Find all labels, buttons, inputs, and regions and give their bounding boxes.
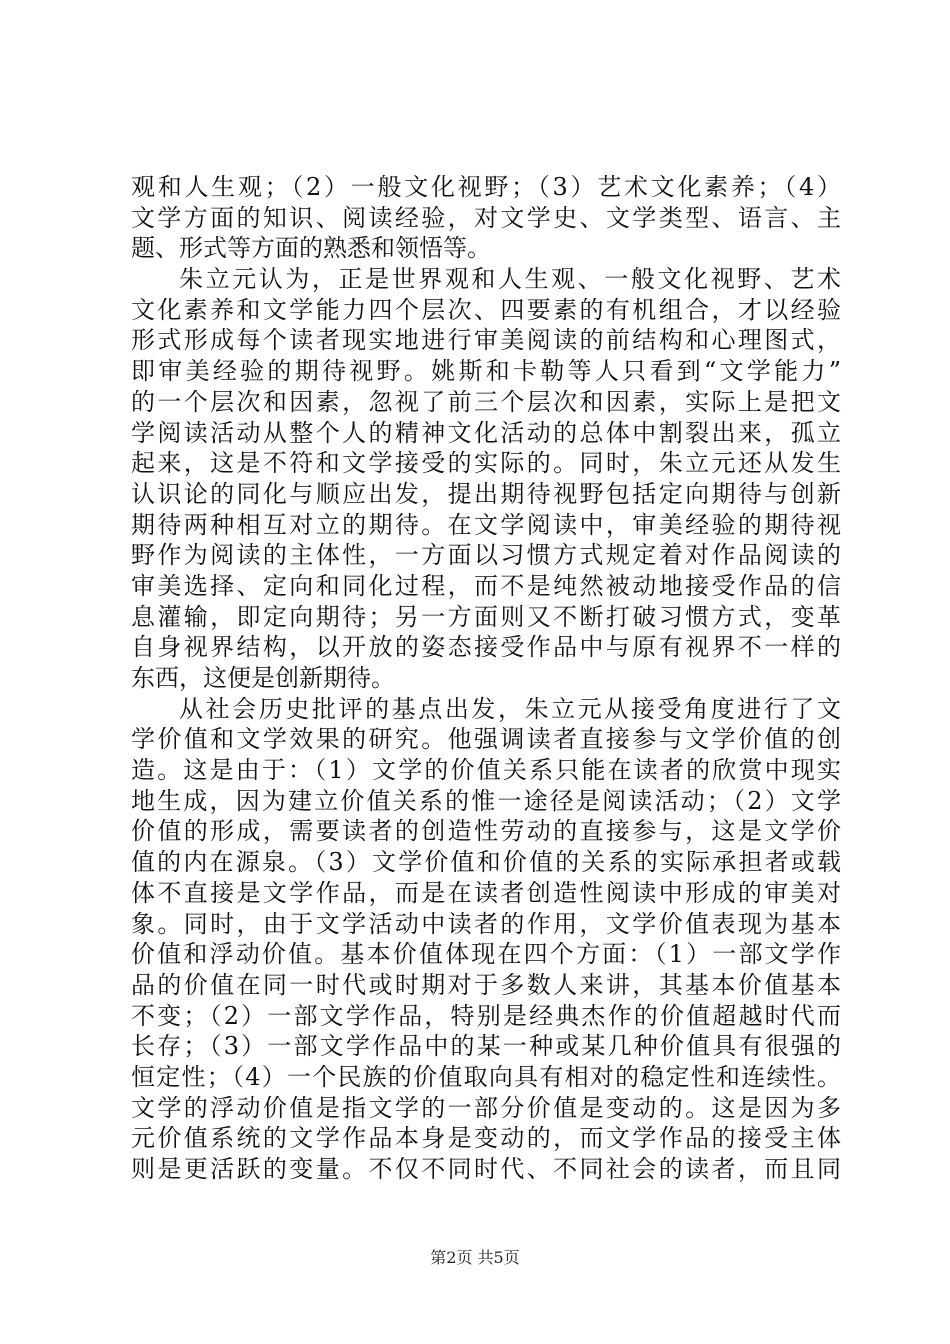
page-footer: 第2页 共5页 xyxy=(430,1248,520,1267)
paragraph-start-line: 朱立元认为，正是世界观和人生观、一般文化视野、艺术 xyxy=(179,265,841,294)
text-line: 即审美经验的期待视野。姚斯和卡勒等人只看到“文学能力” xyxy=(131,357,841,386)
body-text xyxy=(131,172,841,1185)
text-line: 价值和浮动价值。基本价值体现在四个方面：（1）一部文学作 xyxy=(131,940,841,969)
text-line: 东西，这便是创新期待。 xyxy=(131,664,395,692)
text-line: 长存；（3）一部文学作品中的某一种或某几种价值具有很强的 xyxy=(131,1032,841,1061)
text-line: 恒定性；（4）一个民族的价值取向具有相对的稳定性和连续性。 xyxy=(131,1062,841,1091)
text-line: 值的内在源泉。（3）文学价值和价值的关系的实际承担者或载 xyxy=(131,848,841,877)
text-line: 文化素养和文学能力四个层次、四要素的有机组合，才以经验 xyxy=(131,295,841,324)
text-line: 起来，这是不符和文学接受的实际的。同时，朱立元还从发生 xyxy=(131,449,841,478)
text-line: 价值的形成，需要读者的创造性劳动的直接参与，这是文学价 xyxy=(131,817,841,846)
text-line: 象。同时，由于文学活动中读者的作用，文学价值表现为基本 xyxy=(131,909,841,938)
text-line: 自身视界结构，以开放的姿态接受作品中与原有视界不一样的 xyxy=(131,633,841,662)
paragraph-start-line: 从社会历史批评的基点出发，朱立元从接受角度进行了文 xyxy=(179,694,841,723)
text-line: 地生成，因为建立价值关系的惟一途径是阅读活动；（2）文学 xyxy=(131,786,841,815)
text-line: 学阅读活动从整个人的精神文化活动的总体中割裂出来，孤立 xyxy=(131,418,841,447)
text-line: 观和人生观；（2）一般文化视野；（3）艺术文化素养；（4） xyxy=(131,173,841,201)
text-line: 元价值系统的文学作品本身是变动的，而文学作品的接受主体 xyxy=(131,1124,841,1153)
text-line: 体不直接是文学作品，而是在读者创造性阅读中形成的审美对 xyxy=(131,878,841,907)
text-line: 品的价值在同一时代或时期对于多数人来讲，其基本价值基本 xyxy=(131,970,841,999)
text-line: 期待两种相互对立的期待。在文学阅读中，审美经验的期待视 xyxy=(131,510,841,539)
text-line: 审美选择、定向和同化过程，而不是纯然被动地接受作品的信 xyxy=(131,571,841,600)
text-line: 文学方面的知识、阅读经验，对文学史、文学类型、语言、主 xyxy=(131,203,841,232)
text-line: 文学的浮动价值是指文学的一部分价值是变动的。这是因为多 xyxy=(131,1093,841,1122)
text-line: 不变；（2）一部文学作品，特别是经典杰作的价值超越时代而 xyxy=(131,1001,841,1030)
text-line: 认识论的同化与顺应出发，提出期待视野包括定向期待与创新 xyxy=(131,479,841,508)
text-line: 学价值和文学效果的研究。他强调读者直接参与文学价值的创 xyxy=(131,725,841,754)
text-line: 形式形成每个读者现实地进行审美阅读的前结构和心理图式， xyxy=(131,326,841,355)
text-line: 息灌输，即定向期待；另一方面则又不断打破习惯方式，变革 xyxy=(131,602,841,631)
text-line: 野作为阅读的主体性，一方面以习惯方式规定着对作品阅读的 xyxy=(131,541,841,570)
text-line: 题、形式等方面的熟悉和领悟等。 xyxy=(131,234,491,263)
text-line: 的一个层次和因素，忽视了前三个层次和因素，实际上是把文 xyxy=(131,387,841,416)
text-line: 造。这是由于：（1）文学的价值关系只能在读者的欣赏中现实 xyxy=(131,756,841,785)
text-line: 则是更活跃的变量。不仅不同时代、不同社会的读者，而且同 xyxy=(131,1155,841,1183)
